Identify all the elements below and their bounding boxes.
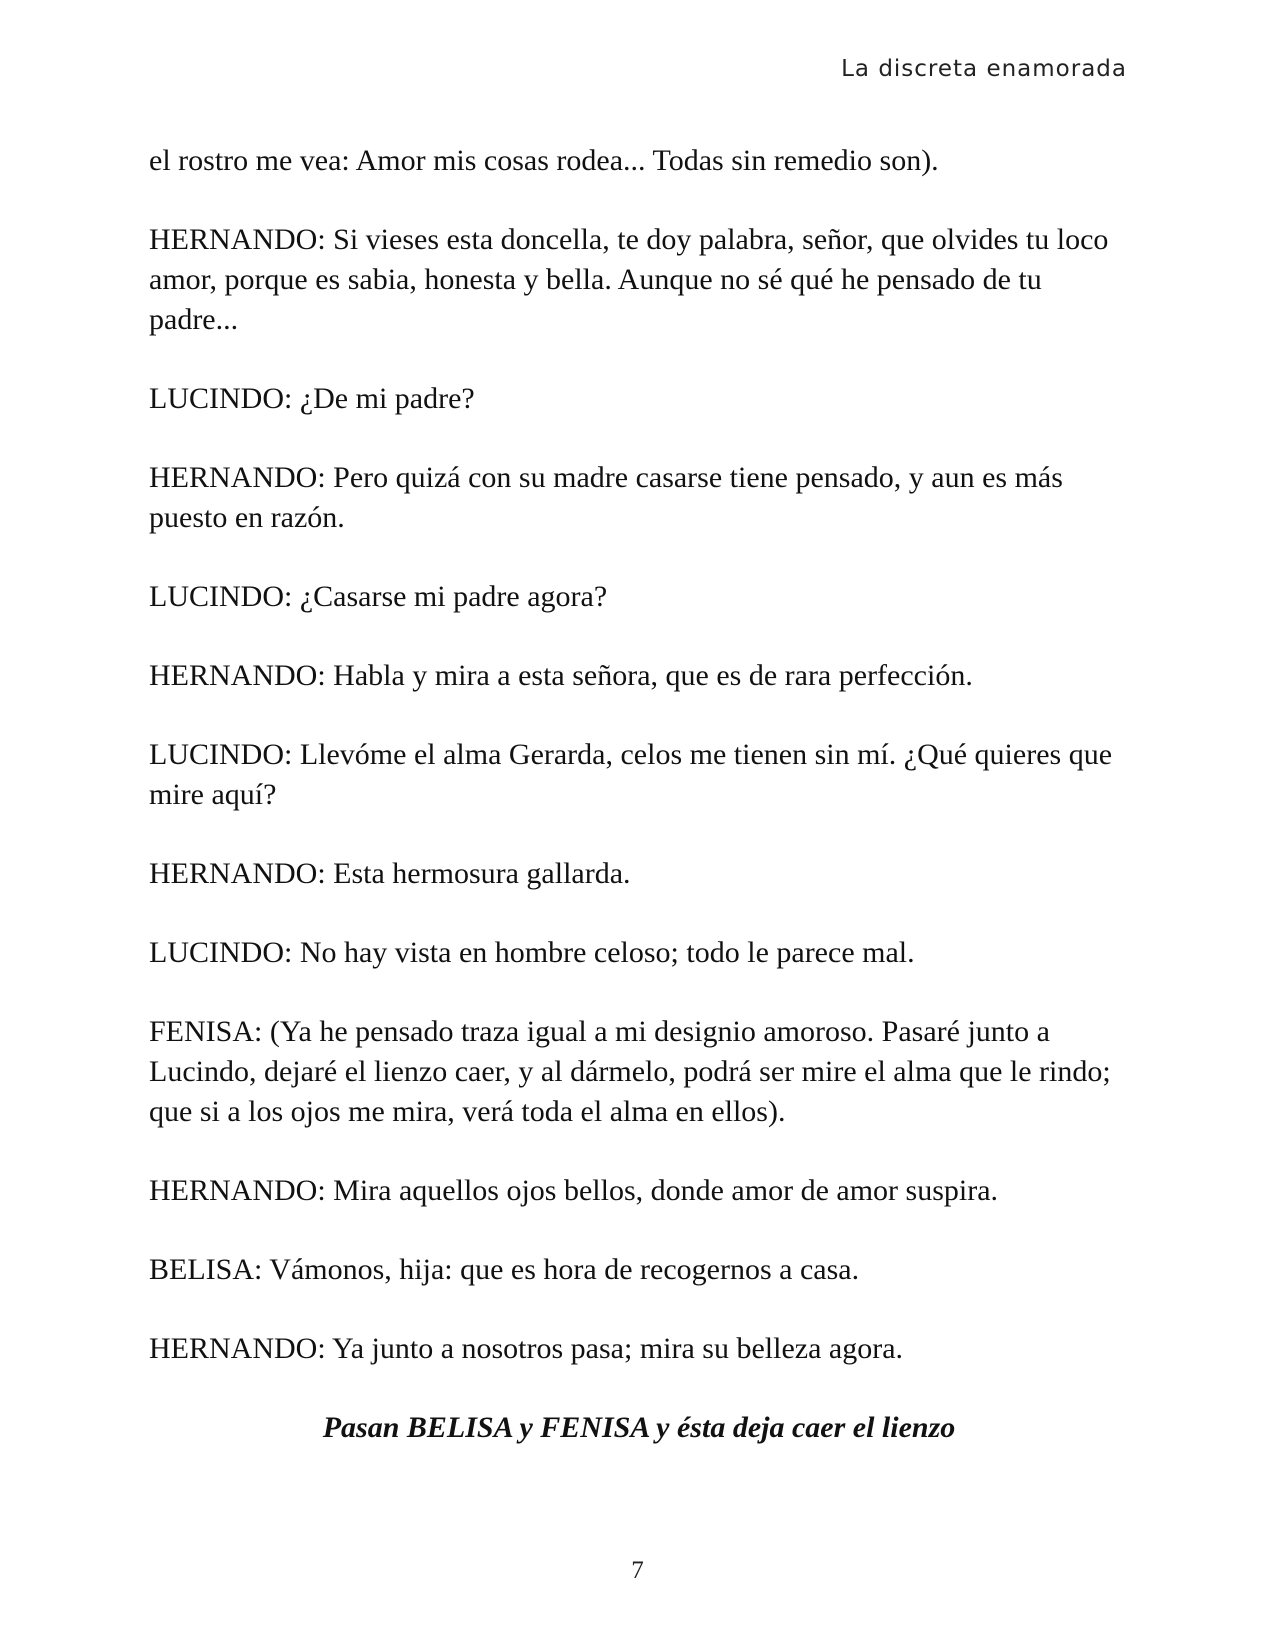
- paragraph: HERNANDO: Habla y mira a esta señora, que es de rara perfección.: [149, 659, 973, 692]
- paragraph: LUCINDO: ¿Casarse mi padre agora?: [149, 580, 608, 613]
- paragraph: LUCINDO: No hay vista en hombre celoso; todo le parece mal.: [149, 936, 915, 969]
- paragraph: HERNANDO: Pero quizá con su madre casarse tiene pensado, y aun es más puesto en razón.: [149, 461, 1063, 534]
- paragraph: HERNANDO: Si vieses esta doncella, te doy palabra, señor, que olvides tu loco amor, porque es sabia, honesta y bella. Aunque no sé qué he pensado de tu padre...: [149, 223, 1109, 336]
- paragraph: LUCINDO: Llevóme el alma Gerarda, celos me tienen sin mí. ¿Qué quieres que mire aquí?: [149, 738, 1113, 811]
- paragraph: BELISA: Vámonos, hija: que es hora de recogernos a casa.: [149, 1253, 860, 1286]
- running-header-title: La discreta enamorada: [841, 56, 1127, 82]
- paragraph: FENISA: (Ya he pensado traza igual a mi designio amoroso. Pasaré junto a Lucindo, dejaré el lienzo caer, y al dármelo, podrá ser mire el alma que le rindo; que si a los ojos me mira, verá toda el alma en ellos).: [149, 1015, 1111, 1128]
- paragraph: el rostro me vea: Amor mis cosas rodea... Todas sin remedio son).: [149, 144, 939, 177]
- stage-direction: Pasan BELISA y FENISA y ésta deja caer el lienzo: [322, 1411, 956, 1444]
- paragraph: LUCINDO: ¿De mi padre?: [149, 382, 475, 415]
- paragraph: HERNANDO: Esta hermosura gallarda.: [149, 857, 631, 890]
- paragraph: HERNANDO: Mira aquellos ojos bellos, donde amor de amor suspira.: [149, 1174, 999, 1207]
- paragraph: HERNANDO: Ya junto a nosotros pasa; mira su belleza agora.: [149, 1332, 904, 1365]
- document-body: [149, 141, 1129, 1448]
- page-number: 7: [631, 1557, 644, 1584]
